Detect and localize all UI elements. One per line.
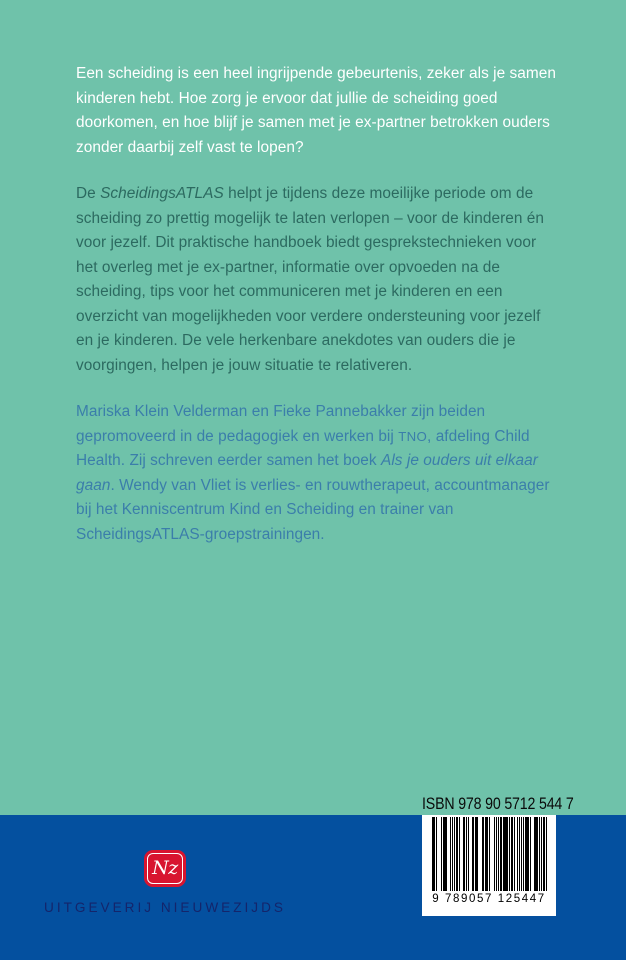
isbn-barcode (422, 815, 556, 916)
publisher-logo-block (0, 850, 330, 915)
lead-paragraph: Een scheiding is een heel ingrijpende gebeurtenis, zeker als je samen kinderen hebt. Hoe zorg je ervoor dat jullie de scheiding goed doorkomen, en hoe blijf je samen met je ex-partner betrokken ouders zonder daarbij zelf vast te lopen? (76, 65, 557, 156)
barcode-digits: 9 789057 125447 (432, 893, 546, 905)
bio-text-part-2: , afdeling Child Health. Zij schreven eerder samen het boek (76, 427, 530, 469)
bio-text-part-3: . Wendy van Vliet is verlies- en rouwtherapeut, accountmanager bij het Kenniscentrum Kind en Scheiding en trainer van ScheidingsATLAS-groepstrainingen. (76, 476, 550, 543)
isbn-label: ISBN 978 90 5712 544 7 (422, 795, 574, 813)
logo-monogram: Nz (152, 856, 178, 879)
organization-name: TNO (398, 428, 428, 444)
publisher-logo-icon (144, 850, 186, 887)
previous-book-title: Als je ouders uit elkaar gaan (76, 452, 538, 494)
body-text-before-title: De (76, 185, 101, 202)
blurb-text-block (76, 62, 558, 569)
author-bio-paragraph (76, 400, 558, 547)
book-title-inline: ScheidingsATLAS (100, 185, 224, 202)
publisher-name: UITGEVERIJ NIEUWEZIJDS (44, 900, 286, 915)
bio-text-part-1: Mariska Klein Velderman en Fieke Pannebakker zijn beiden gepromoveerd in de pedagogiek en werken bij (76, 403, 486, 445)
body-text-after-title: helpt je tijdens deze moeilijke periode om de scheiding zo prettig mogelijk te laten verlopen – voor de kinderen én voor jezelf. Dit praktische handboek biedt gesprekstechnieken voor het overleg met je ex-partner, informatie over opvoeden na de scheiding, tips voor het communiceren met je kinderen en een overzicht van mogelijkheden voor verdere ondersteuning voor jezelf en je kinderen. De vele herkenbare anekdotes van ouders die je voorgingen, helpen je jouw situatie te relativeren. (76, 185, 545, 374)
barcode-bars (432, 817, 546, 891)
body-paragraph (76, 182, 558, 378)
